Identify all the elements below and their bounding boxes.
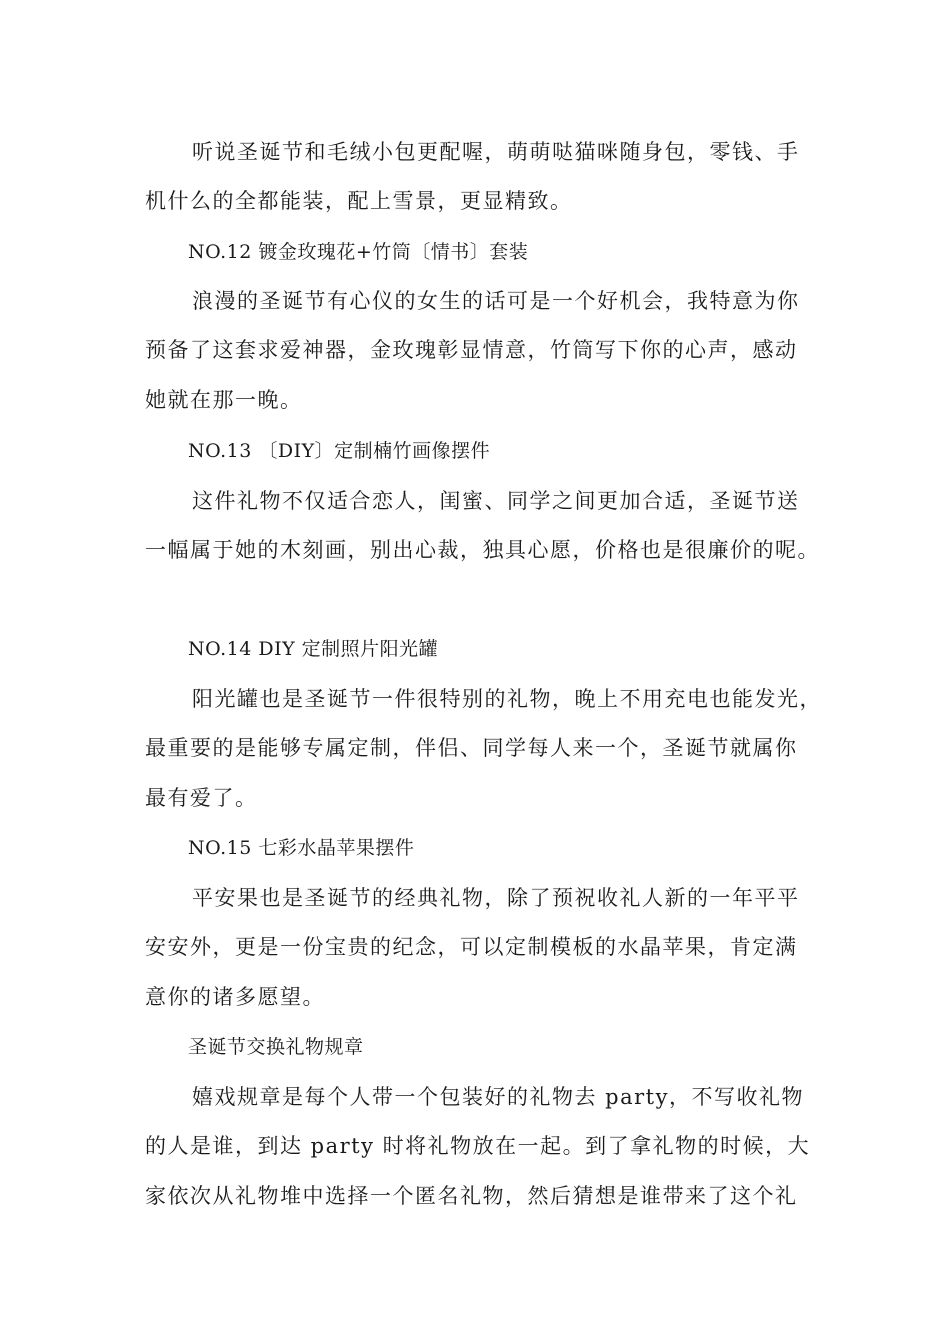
paragraph-line: 嬉戏规章是每个人带一个包装好的礼物去 party，不写收礼物 (192, 1085, 804, 1109)
paragraph-line: 最有爱了。 (145, 786, 258, 810)
paragraph-line: 机什么的全都能装，配上雪景，更显精致。 (145, 189, 573, 213)
item-heading: NO.15 七彩水晶苹果摆件 (188, 837, 415, 859)
paragraph-line: 听说圣诞节和毛绒小包更配喔，萌萌哒猫咪随身包，零钱、手 (192, 140, 800, 164)
paragraph-line: 一幅属于她的木刻画，别出心裁，独具心愿，价格也是很廉价的呢。 (145, 538, 820, 562)
paragraph-line: 平安果也是圣诞节的经典礼物，除了预祝收礼人新的一年平平 (192, 886, 800, 910)
paragraph-line: 的人是谁，到达 party 时将礼物放在一起。到了拿礼物的时候，大 (145, 1134, 811, 1158)
item-heading: NO.12 镀金玫瑰花+竹筒〔情书〕套装 (188, 241, 529, 263)
paragraph-line: 最重要的是能够专属定制，伴侣、同学每人来一个，圣诞节就属你 (145, 736, 798, 760)
paragraph-line: 预备了这套求爱神器，金玫瑰彰显情意，竹筒写下你的心声，感动 (145, 338, 798, 362)
paragraph-line: 这件礼物不仅适合恋人，闺蜜、同学之间更加合适，圣诞节送 (192, 489, 800, 513)
paragraph-line: 阳光罐也是圣诞节一件很特别的礼物，晚上不用充电也能发光， (192, 687, 822, 711)
section-heading: 圣诞节交换礼物规章 (188, 1036, 364, 1058)
paragraph-line: 意你的诸多愿望。 (145, 985, 325, 1009)
paragraph-line: 她就在那一晚。 (145, 388, 303, 412)
item-heading: NO.14 DIY 定制照片阳光罐 (188, 638, 439, 660)
item-heading: NO.13 〔DIY〕定制楠竹画像摆件 (188, 440, 491, 462)
paragraph-line: 浪漫的圣诞节有心仪的女生的话可是一个好机会，我特意为你 (192, 289, 800, 313)
paragraph-line: 家依次从礼物堆中选择一个匿名礼物，然后猜想是谁带来了这个礼 (145, 1184, 798, 1208)
paragraph-line: 安安外，更是一份宝贵的纪念，可以定制模板的水晶苹果，肯定满 (145, 935, 798, 959)
